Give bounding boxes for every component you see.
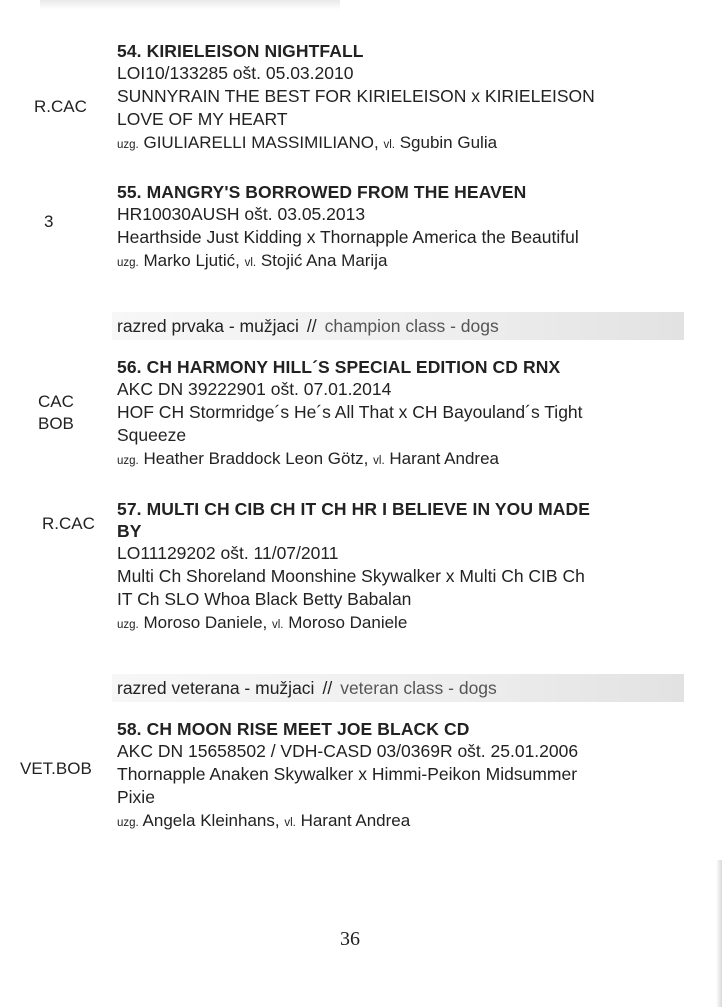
entry-title-continued: BY	[117, 521, 142, 541]
breeder-name: Heather Braddock Leon Götz,	[143, 449, 369, 468]
result-label: 3	[44, 212, 54, 231]
registration-line: LO11129202 ošt. 11/07/2011	[117, 543, 339, 563]
breeder-name: Angela Kleinhans,	[142, 811, 280, 830]
breeder-prefix: uzg.	[117, 257, 139, 269]
pedigree-line: Multi Ch Shoreland Moonshine Skywalker x Multi Ch CIB Ch	[117, 566, 585, 586]
pedigree-line: Hearthside Just Kidding x Thornapple America the Beautiful	[117, 227, 579, 247]
entry-title: 54. KIRIELEISON NIGHTFALL	[117, 41, 364, 61]
class-name-local: razred veterana - mužjaci	[117, 678, 315, 698]
owner-name: Harant Andrea	[389, 449, 500, 468]
pedigree-line: Squeeze	[117, 425, 187, 445]
owner-prefix: vl.	[383, 139, 395, 151]
breeder-name: Marko Ljutić,	[143, 251, 240, 270]
owner-name: Sgubin Gulia	[399, 133, 498, 152]
class-header-champion	[112, 312, 684, 340]
result-label: R.CAC	[34, 97, 87, 116]
result-label: CAC BOB	[38, 392, 74, 433]
owner-prefix: vl.	[284, 817, 296, 829]
pedigree-line: IT Ch SLO Whoa Black Betty Babalan	[117, 589, 412, 609]
breeder-owner-line	[117, 809, 697, 835]
owner-prefix: vl.	[244, 257, 257, 269]
scan-shadow-right	[716, 860, 722, 1007]
pedigree-line: Pixie	[117, 787, 155, 807]
entry-title: 55. MANGRY'S BORROWED FROM THE HEAVEN	[117, 182, 527, 202]
class-name-english: veteran class - dogs	[340, 678, 497, 698]
breeder-owner-line	[117, 249, 697, 275]
breeder-owner-line	[117, 611, 697, 637]
class-header-veteran	[112, 674, 684, 702]
entry-title: 57. MULTI CH CIB CH IT CH HR I BELIEVE IN YOU MADE	[117, 499, 590, 519]
pedigree-line: LOVE OF MY HEART	[117, 109, 288, 129]
registration-line: AKC DN 15658502 / VDH-CASD 03/0369R ošt. 25.01.2006	[117, 741, 579, 761]
breeder-prefix: uzg.	[117, 139, 139, 151]
catalog-entry	[117, 356, 697, 473]
breeder-prefix: uzg.	[117, 817, 139, 829]
breeder-owner-line	[117, 447, 697, 473]
result-label: VET.BOB	[20, 759, 92, 778]
breeder-owner-line	[117, 131, 697, 157]
class-name-local: razred prvaka - mužjaci	[117, 316, 299, 336]
registration-line: AKC DN 39222901 ošt. 07.01.2014	[117, 379, 392, 399]
registration-line: HR10030AUSH ošt. 03.05.2013	[117, 204, 366, 224]
entry-title: 56. CH HARMONY HILL´S SPECIAL EDITION CD RNX	[117, 357, 561, 377]
owner-name: Harant Andrea	[300, 811, 411, 830]
owner-prefix: vl.	[373, 455, 385, 467]
owner-prefix: vl.	[272, 619, 284, 631]
result-label: R.CAC	[42, 514, 95, 533]
catalog-entry	[117, 181, 697, 275]
class-name-english: champion class - dogs	[324, 316, 499, 336]
catalog-entry	[117, 40, 697, 157]
page-number: 36	[340, 928, 360, 950]
pedigree-line: Thornapple Anaken Skywalker x Himmi-Peikon Midsummer	[117, 764, 578, 784]
class-separator: //	[306, 316, 317, 336]
breeder-prefix: uzg.	[117, 619, 139, 631]
owner-name: Moroso Daniele	[288, 613, 408, 632]
class-separator: //	[322, 678, 333, 698]
pedigree-line: SUNNYRAIN THE BEST FOR KIRIELEISON x KIRIELEISON	[117, 86, 595, 106]
pedigree-line: HOF CH Stormridge´s He´s All That x CH Bayouland´s Tight	[117, 402, 583, 422]
breeder-name: Moroso Daniele,	[143, 613, 268, 632]
catalog-entry	[117, 718, 697, 835]
breeder-prefix: uzg.	[117, 455, 139, 467]
entry-title: 58. CH MOON RISE MEET JOE BLACK CD	[117, 719, 470, 739]
catalog-entry	[117, 498, 697, 637]
scan-shadow-top	[40, 0, 340, 10]
registration-line: LOI10/133285 ošt. 05.03.2010	[117, 63, 354, 83]
owner-name: Stojić Ana Marija	[260, 251, 388, 270]
breeder-name: GIULIARELLI MASSIMILIANO,	[143, 133, 379, 152]
